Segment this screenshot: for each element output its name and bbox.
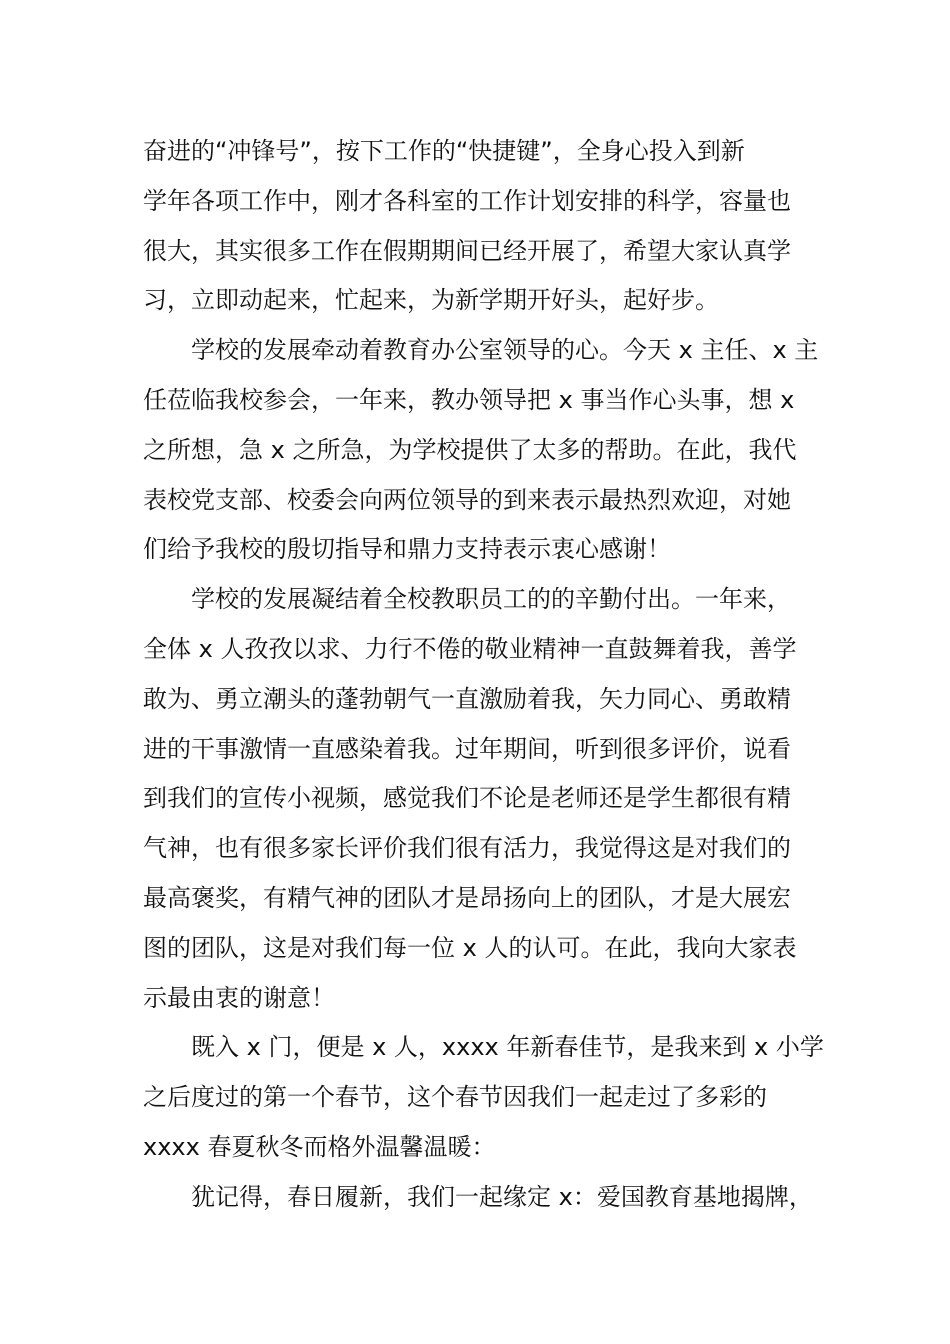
text-line: 奋进的“冲锋号”，按下工作的“快捷键”，全身心投入到新 [143,137,745,165]
text-line: 任莅临我校参会，一年来，教办领导把 x 事当作心头事，想 x [143,385,795,414]
text-line: 图的团队，这是对我们每一位 x 人的认可。在此，我向大家表 [143,933,797,962]
paragraph-first-line: 既入 x 门，便是 x 人，xxxx 年新春佳节，是我来到 x 小学 [191,1033,824,1062]
text-line: 习，立即动起来，忙起来，为新学期开好头，起好步。 [143,286,719,315]
text-line: 进的干事激情一直感染着我。过年期间，听到很多评价，说看 [143,734,791,763]
text-line: 敢为、勇立潮头的蓬勃朝气一直激励着我，矢力同心、勇敢精 [143,684,791,713]
paragraph-first-line: 学校的发展牵动着教育办公室领导的心。今天 x 主任、x 主 [191,336,819,365]
text-line: 之所想，急 x 之所急，为学校提供了太多的帮助。在此，我代 [143,435,797,464]
text-line: 很大，其实很多工作在假期期间已经开展了，希望大家认真学 [143,236,791,265]
text-line: xxxx 春夏秋冬而格外温馨温暖： [143,1132,496,1161]
text-line: 学年各项工作中，刚才各科室的工作计划安排的科学，容量也 [143,186,791,215]
text-line: 们给予我校的殷切指导和鼎力支持表示衷心感谢！ [143,535,671,564]
text-line: 表校党支部、校委会向两位领导的到来表示最热烈欢迎，对她 [143,485,791,514]
text-line: 全体 x 人孜孜以求、力行不倦的敬业精神一直鼓舞着我，善学 [143,634,797,663]
document-body [143,127,824,1223]
text-line: 之后度过的第一个春节，这个春节因我们一起走过了多彩的 [143,1083,767,1112]
text-line: 最高褒奖，有精气神的团队才是昂扬向上的团队，才是大展宏 [143,883,791,912]
text-line: 气神，也有很多家长评价我们很有活力，我觉得这是对我们的 [143,834,791,863]
text-line: 示最由衷的谢意！ [143,983,335,1012]
paragraph-first-line: 犹记得，春日履新，我们一起缘定 x：爱国教育基地揭牌， [191,1182,813,1211]
text-line: 到我们的宣传小视频，感觉我们不论是老师还是学生都很有精 [143,784,791,813]
paragraph-first-line: 学校的发展凝结着全校教职员工的的辛勤付出。一年来， [191,585,791,614]
